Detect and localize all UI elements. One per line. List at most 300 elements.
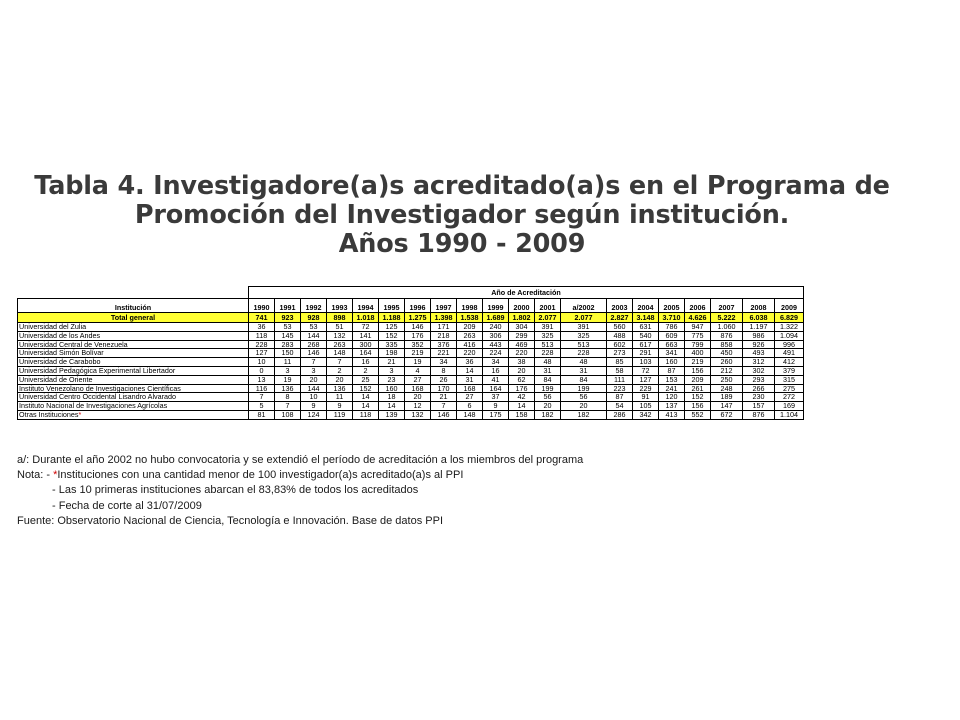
table-cell: 141 xyxy=(353,331,379,340)
table-cell: 947 xyxy=(685,323,711,332)
table-cell: 218 xyxy=(431,331,457,340)
table-cell: 168 xyxy=(457,384,483,393)
table-cell: 176 xyxy=(405,331,431,340)
table-cell: 16 xyxy=(483,366,509,375)
table-cell: 248 xyxy=(711,384,743,393)
table-cell: 2 xyxy=(353,366,379,375)
institution-name-cell xyxy=(18,358,249,367)
table-cell: 26 xyxy=(431,375,457,384)
note-a xyxy=(17,453,583,468)
table-row xyxy=(18,410,804,419)
table-cell: 11 xyxy=(275,358,301,367)
table-cell: 36 xyxy=(457,358,483,367)
total-cell: 3.148 xyxy=(633,313,659,323)
table-cell: 20 xyxy=(561,402,607,411)
table-cell: 240 xyxy=(483,323,509,332)
year-header: 1995 xyxy=(379,299,405,313)
table-cell: 672 xyxy=(711,410,743,419)
table-cell: 1.104 xyxy=(775,410,804,419)
table-cell: 87 xyxy=(659,366,685,375)
table-cell: 263 xyxy=(327,340,353,349)
year-header: 1999 xyxy=(483,299,509,313)
table-cell: 261 xyxy=(685,384,711,393)
table-cell: 19 xyxy=(405,358,431,367)
accreditation-table xyxy=(17,286,804,420)
title-line-2: Promoción del Investigador según institución. xyxy=(134,200,790,230)
table-cell: 6 xyxy=(457,402,483,411)
table-cell: 19 xyxy=(275,375,301,384)
table-cell: 136 xyxy=(327,384,353,393)
total-cell: 2.077 xyxy=(535,313,561,323)
year-header: 2004 xyxy=(633,299,659,313)
table-cell: 4 xyxy=(405,366,431,375)
table-cell: 1.060 xyxy=(711,323,743,332)
table-cell: 85 xyxy=(607,358,633,367)
table-cell: 2 xyxy=(327,366,353,375)
year-header: 2009 xyxy=(775,299,804,313)
note-nota-prefix: Nota: - xyxy=(17,469,51,482)
table-cell: 81 xyxy=(249,410,275,419)
table-cell: 312 xyxy=(743,358,775,367)
table-cell: 325 xyxy=(561,331,607,340)
year-header: a/2002 xyxy=(561,299,607,313)
table-cell: 293 xyxy=(743,375,775,384)
table-row xyxy=(18,323,804,332)
year-header: 2000 xyxy=(509,299,535,313)
note-a-text: Durante el año 2002 no hubo convocatoria y se extendió el período de acreditación a los miembros del programa xyxy=(32,454,584,466)
table-cell: 118 xyxy=(353,410,379,419)
table-cell: 103 xyxy=(633,358,659,367)
table-cell: 120 xyxy=(659,393,685,402)
blank-corner-cell xyxy=(18,287,249,299)
table-cell: 376 xyxy=(431,340,457,349)
table-cell: 156 xyxy=(685,366,711,375)
table-cell: 16 xyxy=(353,358,379,367)
institution-name: Universidad del Zulia xyxy=(19,322,87,332)
table-cell: 306 xyxy=(483,331,509,340)
table-cell: 513 xyxy=(535,340,561,349)
note-a-prefix: a/: xyxy=(17,454,30,466)
table-cell: 27 xyxy=(457,393,483,402)
year-header: 1997 xyxy=(431,299,457,313)
table-cell: 199 xyxy=(535,384,561,393)
table-cell: 53 xyxy=(301,323,327,332)
table-cell: 147 xyxy=(711,402,743,411)
table-cell: 10 xyxy=(301,393,327,402)
total-cell: 3.710 xyxy=(659,313,685,323)
table-cell: 48 xyxy=(561,358,607,367)
table-cell: 220 xyxy=(457,349,483,358)
table-row xyxy=(18,384,804,393)
table-cell: 663 xyxy=(659,340,685,349)
total-label: Total general xyxy=(18,313,249,323)
table-cell: 219 xyxy=(685,358,711,367)
table-cell: 209 xyxy=(685,375,711,384)
table-cell: 169 xyxy=(775,402,804,411)
table-cell: 87 xyxy=(607,393,633,402)
table-cell: 996 xyxy=(775,340,804,349)
table-cell: 14 xyxy=(353,393,379,402)
table-cell: 58 xyxy=(607,366,633,375)
year-group-header: Año de Acreditación xyxy=(249,287,804,299)
table-cell: 164 xyxy=(353,349,379,358)
table-cell: 18 xyxy=(379,393,405,402)
table-cell: 241 xyxy=(659,384,685,393)
year-header: 2007 xyxy=(711,299,743,313)
table-cell: 168 xyxy=(405,384,431,393)
table-cell: 876 xyxy=(711,331,743,340)
table-cell: 14 xyxy=(379,402,405,411)
total-cell: 928 xyxy=(301,313,327,323)
table-row xyxy=(18,331,804,340)
table-cell: 325 xyxy=(535,331,561,340)
table-cell: 153 xyxy=(659,375,685,384)
table-cell: 986 xyxy=(743,331,775,340)
table-cell: 20 xyxy=(301,375,327,384)
table-cell: 560 xyxy=(607,323,633,332)
table-cell: 315 xyxy=(775,375,804,384)
table-cell: 283 xyxy=(275,340,301,349)
institution-name: Universidad de los Andes xyxy=(19,331,101,340)
table-cell: 799 xyxy=(685,340,711,349)
note-line-3: - Fecha de corte al 31/07/2009 xyxy=(52,499,202,512)
table-row xyxy=(18,375,804,384)
table-cell: 11 xyxy=(327,393,353,402)
table-cell: 540 xyxy=(633,331,659,340)
total-cell: 2.827 xyxy=(607,313,633,323)
table-cell: 160 xyxy=(379,384,405,393)
institution-name: Universidad Pedagógica Experimental Libertador xyxy=(19,366,176,376)
table-cell: 105 xyxy=(633,402,659,411)
table-cell: 41 xyxy=(483,375,509,384)
institution-name: Otras Instituciones xyxy=(19,410,79,420)
institution-name-cell xyxy=(18,375,249,384)
table-cell: 48 xyxy=(535,358,561,367)
table-cell: 164 xyxy=(483,384,509,393)
year-header: 2005 xyxy=(659,299,685,313)
table-cell: 21 xyxy=(379,358,405,367)
year-header: 1991 xyxy=(275,299,301,313)
table-cell: 21 xyxy=(431,393,457,402)
table-row xyxy=(18,402,804,411)
total-cell: 6.038 xyxy=(743,313,775,323)
table-cell: 3 xyxy=(275,366,301,375)
total-cell: 6.829 xyxy=(775,313,804,323)
table-cell: 219 xyxy=(405,349,431,358)
table-notes xyxy=(17,453,583,529)
table-cell: 552 xyxy=(685,410,711,419)
table-cell: 352 xyxy=(405,340,431,349)
table-cell: 5 xyxy=(249,402,275,411)
column-header-row xyxy=(18,299,804,313)
table-cell: 7 xyxy=(431,402,457,411)
table-cell: 111 xyxy=(607,375,633,384)
institution-name-cell xyxy=(18,349,249,358)
note-line-2: - Las 10 primeras instituciones abarcan el 83,83% de todos los acreditados xyxy=(52,484,419,497)
institution-name-cell xyxy=(18,340,249,349)
table-cell: 13 xyxy=(249,375,275,384)
table-cell: 221 xyxy=(431,349,457,358)
table-cell: 858 xyxy=(711,340,743,349)
table-cell: 189 xyxy=(711,393,743,402)
year-header: 1998 xyxy=(457,299,483,313)
institution-header: Institución xyxy=(18,299,249,313)
table-cell: 1.094 xyxy=(775,331,804,340)
table-cell: 132 xyxy=(405,410,431,419)
table-cell: 171 xyxy=(431,323,457,332)
note-star-marker: * xyxy=(53,469,58,482)
year-header: 1993 xyxy=(327,299,353,313)
institution-name: Universidad Simón Bolívar xyxy=(19,348,104,358)
table-cell: 72 xyxy=(353,323,379,332)
table-cell: 1.197 xyxy=(743,323,775,332)
table-cell: 31 xyxy=(457,375,483,384)
total-cell: 1.275 xyxy=(405,313,431,323)
table-cell: 416 xyxy=(457,340,483,349)
year-header: 1996 xyxy=(405,299,431,313)
table-cell: 3 xyxy=(301,366,327,375)
table-cell: 53 xyxy=(275,323,301,332)
table-cell: 602 xyxy=(607,340,633,349)
table-cell: 413 xyxy=(659,410,685,419)
table-cell: 9 xyxy=(327,402,353,411)
table-cell: 156 xyxy=(685,402,711,411)
table-cell: 286 xyxy=(607,410,633,419)
year-header: 2008 xyxy=(743,299,775,313)
table-cell: 786 xyxy=(659,323,685,332)
table-cell: 42 xyxy=(509,393,535,402)
table-cell: 38 xyxy=(509,358,535,367)
table-cell: 56 xyxy=(561,393,607,402)
table-cell: 146 xyxy=(405,323,431,332)
table-cell: 146 xyxy=(301,349,327,358)
table-cell: 14 xyxy=(457,366,483,375)
table-cell: 14 xyxy=(353,402,379,411)
institution-name-cell xyxy=(18,410,249,419)
table-cell: 108 xyxy=(275,410,301,419)
title-line-1: Tabla 4. Investigadore(a)s acreditado(a)s en el Programa de xyxy=(34,171,890,201)
table-cell: 876 xyxy=(743,410,775,419)
table-cell: 926 xyxy=(743,340,775,349)
table-cell: 132 xyxy=(327,331,353,340)
table-row xyxy=(18,349,804,358)
institution-name-cell xyxy=(18,331,249,340)
table-cell: 7 xyxy=(249,393,275,402)
table-cell: 212 xyxy=(711,366,743,375)
table-cell: 228 xyxy=(561,349,607,358)
table-cell: 62 xyxy=(509,375,535,384)
table-cell: 228 xyxy=(249,340,275,349)
total-cell: 898 xyxy=(327,313,353,323)
table-cell: 7 xyxy=(275,402,301,411)
table-cell: 268 xyxy=(301,340,327,349)
table-cell: 91 xyxy=(633,393,659,402)
table-cell: 198 xyxy=(379,349,405,358)
year-header: 1994 xyxy=(353,299,379,313)
year-header: 1992 xyxy=(301,299,327,313)
table-cell: 12 xyxy=(405,402,431,411)
institution-name-cell xyxy=(18,384,249,393)
institution-name: Universidad de Oriente xyxy=(19,375,93,384)
table-cell: 342 xyxy=(633,410,659,419)
table-row xyxy=(18,366,804,375)
table-cell: 224 xyxy=(483,349,509,358)
institution-note-marker: * xyxy=(78,410,82,420)
total-cell: 2.077 xyxy=(561,313,607,323)
table-cell: 260 xyxy=(711,358,743,367)
year-header: 2006 xyxy=(685,299,711,313)
table-row xyxy=(18,340,804,349)
table-cell: 275 xyxy=(775,384,804,393)
institution-name-cell xyxy=(18,323,249,332)
table-cell: 220 xyxy=(509,349,535,358)
table-cell: 152 xyxy=(353,384,379,393)
table-cell: 609 xyxy=(659,331,685,340)
table-cell: 170 xyxy=(431,384,457,393)
table-cell: 272 xyxy=(775,393,804,402)
institution-name: Instituto Venezolano de Investigaciones Científicas xyxy=(19,384,181,393)
institution-name: Universidad de Carabobo xyxy=(19,357,101,367)
table-cell: 34 xyxy=(483,358,509,367)
table-cell: 230 xyxy=(743,393,775,402)
table-cell: 84 xyxy=(535,375,561,384)
total-cell: 1.018 xyxy=(353,313,379,323)
table-cell: 175 xyxy=(483,410,509,419)
total-cell: 5.222 xyxy=(711,313,743,323)
total-cell: 1.538 xyxy=(457,313,483,323)
table-cell: 27 xyxy=(405,375,431,384)
table-cell: 118 xyxy=(249,331,275,340)
table-cell: 273 xyxy=(607,349,633,358)
table-cell: 31 xyxy=(561,366,607,375)
table-cell: 119 xyxy=(327,410,353,419)
table-cell: 144 xyxy=(301,331,327,340)
table-cell: 443 xyxy=(483,340,509,349)
total-cell: 1.689 xyxy=(483,313,509,323)
table-cell: 20 xyxy=(327,375,353,384)
table-cell: 84 xyxy=(561,375,607,384)
table-cell: 37 xyxy=(483,393,509,402)
table-cell: 450 xyxy=(711,349,743,358)
table-cell: 20 xyxy=(405,393,431,402)
table-cell: 34 xyxy=(431,358,457,367)
year-header: 2003 xyxy=(607,299,633,313)
table-cell: 379 xyxy=(775,366,804,375)
group-header-row xyxy=(18,287,804,299)
total-row xyxy=(18,313,804,323)
table-cell: 304 xyxy=(509,323,535,332)
table-cell: 250 xyxy=(711,375,743,384)
table-cell: 263 xyxy=(457,331,483,340)
table-cell: 152 xyxy=(379,331,405,340)
total-cell: 1.398 xyxy=(431,313,457,323)
table-row xyxy=(18,358,804,367)
table-cell: 617 xyxy=(633,340,659,349)
table-cell: 116 xyxy=(249,384,275,393)
table-cell: 150 xyxy=(275,349,301,358)
table-cell: 341 xyxy=(659,349,685,358)
total-cell: 4.626 xyxy=(685,313,711,323)
table-cell: 469 xyxy=(509,340,535,349)
note-nota xyxy=(17,468,583,483)
table-cell: 488 xyxy=(607,331,633,340)
table-cell: 10 xyxy=(249,358,275,367)
table-cell: 335 xyxy=(379,340,405,349)
table-cell: 266 xyxy=(743,384,775,393)
table-cell: 148 xyxy=(327,349,353,358)
table-cell: 631 xyxy=(633,323,659,332)
institution-name: Universidad Centro Occidental Lisandro Alvarado xyxy=(19,392,177,402)
table-cell: 14 xyxy=(509,402,535,411)
note-fuente: Fuente: Observatorio Nacional de Ciencia, Tecnología e Innovación. Base de datos PPI xyxy=(17,514,444,527)
total-cell: 741 xyxy=(249,313,275,323)
table-cell: 146 xyxy=(431,410,457,419)
table-cell: 137 xyxy=(659,402,685,411)
table-cell: 8 xyxy=(275,393,301,402)
year-header: 2001 xyxy=(535,299,561,313)
table-cell: 23 xyxy=(379,375,405,384)
table-cell: 136 xyxy=(275,384,301,393)
table-cell: 158 xyxy=(509,410,535,419)
table-cell: 491 xyxy=(775,349,804,358)
table-cell: 199 xyxy=(561,384,607,393)
table-cell: 8 xyxy=(431,366,457,375)
table-row xyxy=(18,393,804,402)
institution-name: Universidad Central de Venezuela xyxy=(19,340,128,349)
table-cell: 7 xyxy=(301,358,327,367)
table-cell: 9 xyxy=(483,402,509,411)
table-cell: 152 xyxy=(685,393,711,402)
table-cell: 228 xyxy=(535,349,561,358)
table-cell: 145 xyxy=(275,331,301,340)
table-cell: 412 xyxy=(775,358,804,367)
table-cell: 160 xyxy=(659,358,685,367)
table-cell: 31 xyxy=(535,366,561,375)
table-cell: 127 xyxy=(249,349,275,358)
table-cell: 51 xyxy=(327,323,353,332)
table-cell: 36 xyxy=(249,323,275,332)
table-cell: 300 xyxy=(353,340,379,349)
table-cell: 127 xyxy=(633,375,659,384)
institution-name-cell xyxy=(18,402,249,411)
table-cell: 182 xyxy=(561,410,607,419)
table-cell: 125 xyxy=(379,323,405,332)
total-cell: 923 xyxy=(275,313,301,323)
table-cell: 493 xyxy=(743,349,775,358)
note-nota-text: Instituciones con una cantidad menor de 100 investigador(a)s acreditado(a)s al PPI xyxy=(57,469,464,482)
year-header: 1990 xyxy=(249,299,275,313)
total-cell: 1.188 xyxy=(379,313,405,323)
table-cell: 157 xyxy=(743,402,775,411)
table-cell: 3 xyxy=(379,366,405,375)
table-cell: 54 xyxy=(607,402,633,411)
table-cell: 391 xyxy=(535,323,561,332)
title-line-3: Años 1990 - 2009 xyxy=(338,229,586,259)
table-cell: 139 xyxy=(379,410,405,419)
table-cell: 124 xyxy=(301,410,327,419)
institution-name-cell xyxy=(18,393,249,402)
table-cell: 56 xyxy=(535,393,561,402)
institution-name: Instituto Nacional de Investigaciones Agrícolas xyxy=(19,401,168,411)
table-cell: 1.322 xyxy=(775,323,804,332)
table-cell: 775 xyxy=(685,331,711,340)
table-cell: 391 xyxy=(561,323,607,332)
table-cell: 20 xyxy=(535,402,561,411)
table-cell: 182 xyxy=(535,410,561,419)
table-cell: 148 xyxy=(457,410,483,419)
table-cell: 513 xyxy=(561,340,607,349)
table-title xyxy=(0,172,924,259)
